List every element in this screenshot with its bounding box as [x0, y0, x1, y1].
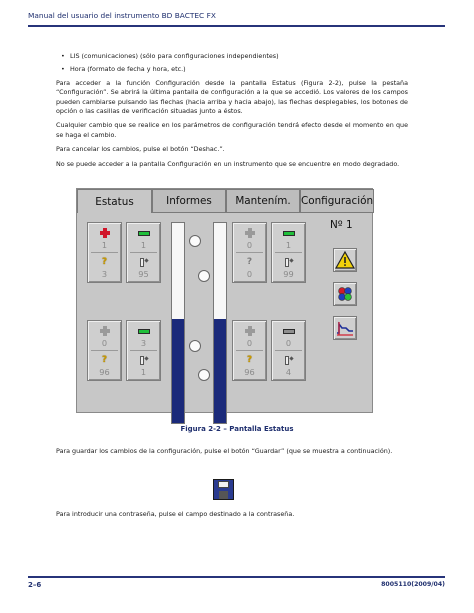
cell-bottom-value: 1 [140, 367, 147, 377]
tab-estatus[interactable]: Estatus [77, 189, 152, 213]
drawer-cell[interactable] [271, 222, 306, 283]
list-item [56, 65, 408, 74]
footer-rule [28, 576, 445, 578]
status-screen-figure [76, 188, 373, 413]
question-grey-icon: ? [246, 257, 253, 267]
paragraph: Para acceder a la función Configuración desde la pantalla Estatus (Figura 2-2), pulse la pestaña “Configuración”. Se abrirá la última pantalla de configuración a la que se accedió. Los valores de los campos pueden cambiarse pulsando las flechas (hacia arriba y hacia abajo), las flechas desplegables, los botones de opción o las casillas de verificación situadas junto a éstos. [56, 78, 408, 116]
document-number: 8005110(2009/04) [381, 581, 445, 588]
grey-cross-icon [88, 325, 121, 337]
paragraph: No se puede acceder a la pantalla Configuración en un instrumento que se encuentre en modo degradado. [56, 159, 400, 168]
grey-cross-icon [233, 227, 266, 239]
cell-top-value: 0 [246, 338, 253, 348]
bullet-dot: • [61, 65, 65, 74]
list-item [56, 52, 408, 61]
warning-icon [334, 249, 356, 271]
question-icon: ? [246, 355, 253, 365]
drawer-slot [171, 222, 185, 326]
bullet-dot: • [61, 52, 65, 60]
paragraph: Para introducir una contraseña, pulse el campo destinado a la contraseña. [56, 510, 295, 518]
body-text [56, 510, 408, 524]
cell-divider [275, 252, 302, 253]
slot-indicator [198, 369, 210, 381]
slot-indicator [198, 270, 210, 282]
paragraph: Cualquier cambio que se realice en los parámetros de configuración tendrá efecto desde el momento en que se haga el cambio. [56, 121, 408, 139]
cell-bottom-value: 0 [246, 269, 253, 279]
cell-bottom-value: 3 [101, 269, 108, 279]
slot-indicator [189, 235, 201, 247]
slot-fill [214, 319, 226, 423]
tab-configuracion[interactable]: Configuración [300, 189, 374, 213]
cell-top-value: 0 [285, 338, 292, 348]
cell-bottom-value: 96 [244, 367, 255, 377]
drawer-cell[interactable] [87, 222, 122, 283]
paragraph: Para guardar los cambios de la configuración, pulse el botón “Guardar” (que se muestra a continuación). [56, 447, 393, 455]
tube-icon [272, 256, 305, 268]
cell-bottom-value: 99 [283, 269, 294, 279]
color-dots-button[interactable] [333, 282, 357, 306]
paragraph: Para cancelar los cambios, pulse el botón “Deshac.”. [56, 145, 225, 154]
save-button[interactable] [213, 479, 234, 500]
instrument-number: Nº 1 [330, 219, 353, 231]
manual-title: Manual del usuario del instrumento BD BACTEC FX [28, 11, 216, 20]
drawer-cell[interactable] [232, 320, 267, 381]
floppy-disk-icon [218, 481, 229, 488]
cell-divider [236, 252, 263, 253]
slot-indicator [189, 340, 201, 352]
green-dash-icon [127, 325, 160, 337]
cell-divider [130, 350, 157, 351]
drawer-cell[interactable] [87, 320, 122, 381]
page-header [28, 11, 445, 31]
question-icon: ? [101, 257, 108, 267]
tube-icon [272, 354, 305, 366]
drawer-cell[interactable] [126, 222, 161, 283]
body-text [56, 447, 408, 461]
green-dash-icon [127, 227, 160, 239]
cell-top-value: 3 [140, 338, 147, 348]
green-dash-icon [272, 227, 305, 239]
drawer-slot [171, 320, 185, 424]
figure-caption: Figura 2-2 – Pantalla Estatus [180, 425, 294, 433]
list-item-text: LIS (comunicaciones) (sólo para configuraciones independientes) [70, 52, 279, 60]
tab-informes[interactable]: Informes [152, 189, 226, 213]
cell-divider [275, 350, 302, 351]
color-dots-icon [334, 283, 356, 305]
page-number: 2–6 [28, 581, 42, 589]
tab-bar [77, 189, 374, 213]
cell-bottom-value: 95 [138, 269, 149, 279]
drawer-slot [213, 222, 227, 326]
cell-top-value: 1 [101, 240, 108, 250]
maintenance-button[interactable] [333, 316, 357, 340]
cell-bottom-value: 4 [285, 367, 292, 377]
list-item-text: Hora (formato de fecha y hora, etc.) [70, 65, 186, 74]
cell-top-value: 0 [246, 240, 253, 250]
drawer-cell[interactable] [126, 320, 161, 381]
drawer-cell[interactable] [232, 222, 267, 283]
cell-divider [236, 350, 263, 351]
drawer-slot [213, 320, 227, 424]
warning-button[interactable] [333, 248, 357, 272]
slot-fill [172, 319, 184, 423]
cell-divider [91, 252, 118, 253]
cell-bottom-value: 96 [99, 367, 110, 377]
header-rule [28, 25, 445, 27]
red-cross-icon [88, 227, 121, 239]
question-icon: ? [101, 355, 108, 365]
grey-cross-icon [233, 325, 266, 337]
cell-top-value: 0 [101, 338, 108, 348]
tube-icon [127, 256, 160, 268]
floppy-shutter [219, 491, 228, 499]
cell-divider [91, 350, 118, 351]
cell-divider [130, 252, 157, 253]
cell-top-value: 1 [140, 240, 147, 250]
body-text [56, 52, 408, 174]
cell-top-value: 1 [285, 240, 292, 250]
maintenance-icon [334, 317, 356, 339]
drawer-cell[interactable] [271, 320, 306, 381]
grey-dash-icon [272, 325, 305, 337]
tube-icon [127, 354, 160, 366]
tab-mantenimiento[interactable]: Mantením. [226, 189, 300, 213]
